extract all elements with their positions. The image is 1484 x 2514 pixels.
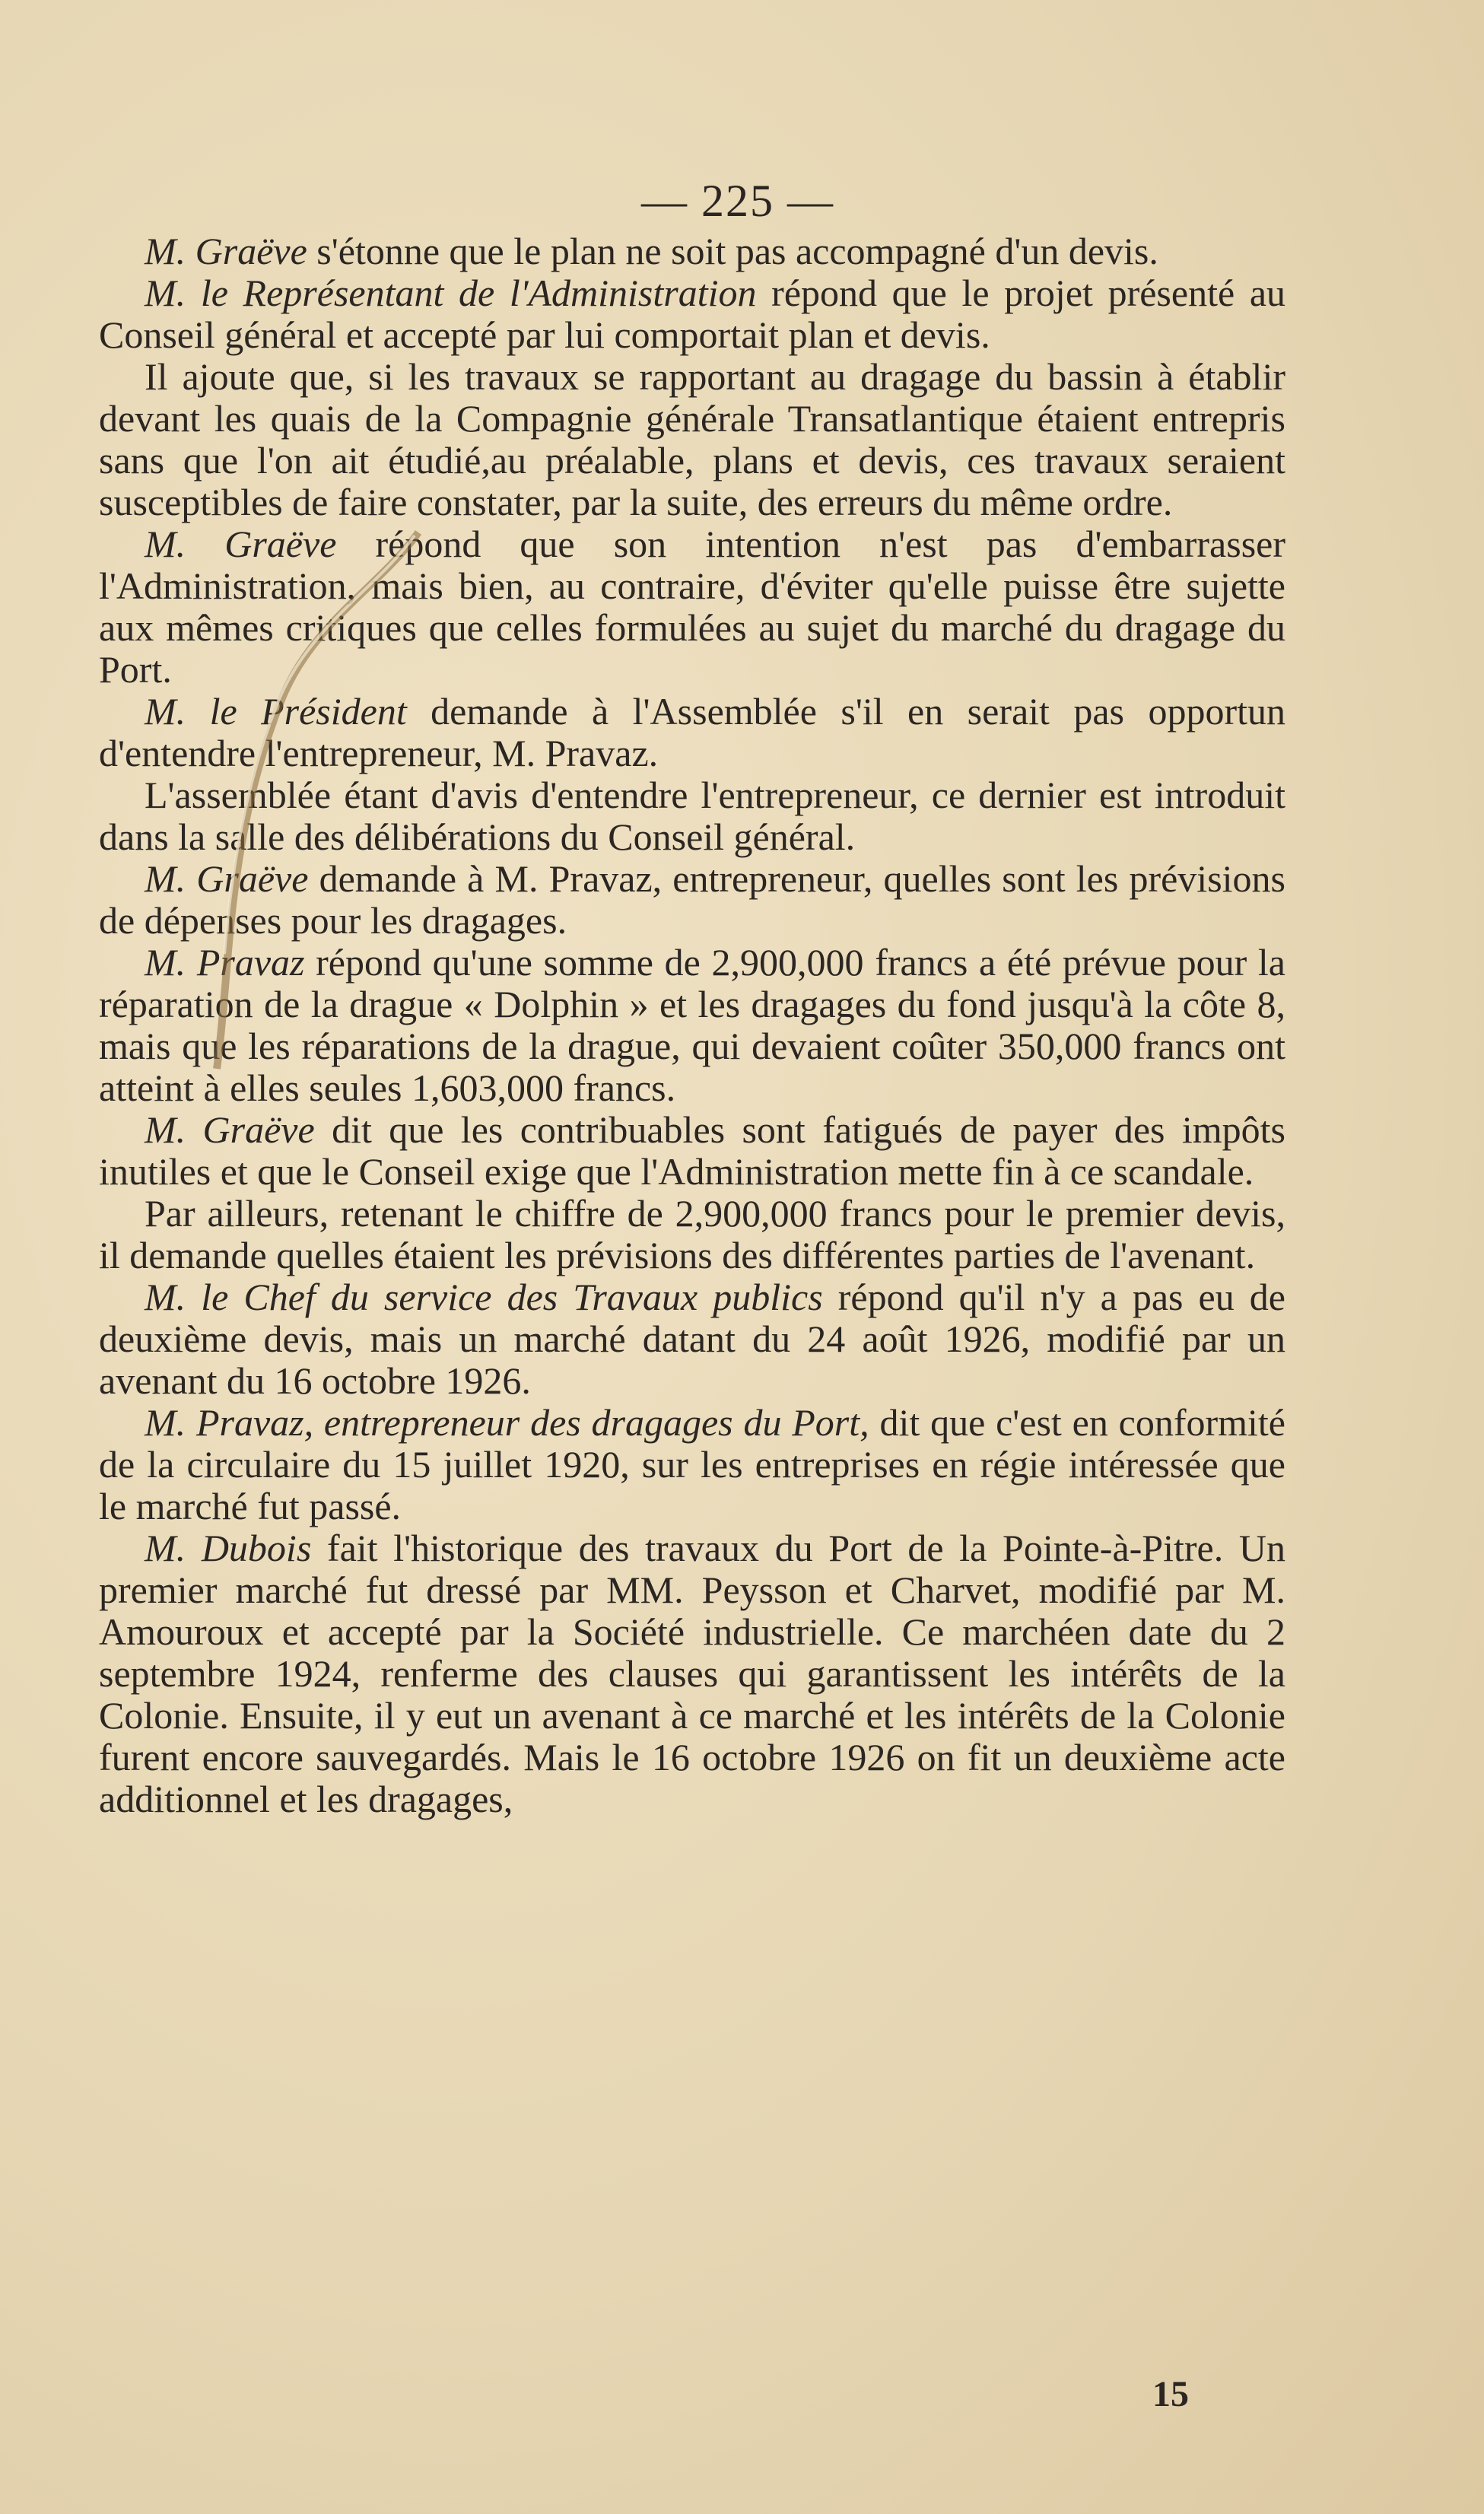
paragraph-text: répond que son intention n'est pas d'embarrasser l'Administration, mais bien, au contraire, d'éviter qu'elle puisse être sujette aux mêmes critiques que celles formulées au sujet du marché du dragage du Port. <box>99 523 1285 691</box>
speaker: M. le Représentant de l'Administration <box>145 272 757 314</box>
speaker: M. le Chef du service des Travaux publics <box>145 1276 823 1318</box>
paragraph-text: demande à l'Assemblée s'il en serait pas opportun d'entendre l'entrepreneur, M. Pravaz. <box>99 690 1285 774</box>
page-number: — 225 — <box>641 176 834 226</box>
paragraph-7 <box>99 858 1285 942</box>
paragraph-9 <box>99 1109 1285 1193</box>
speaker: M. Graëve <box>145 1108 315 1151</box>
paragraph-3 <box>99 356 1285 523</box>
paragraph-text: s'étonne que le plan ne soit pas accompagné d'un devis. <box>307 230 1158 272</box>
signature-mark: 15 <box>1152 2374 1189 2414</box>
paragraph-text: répond que le projet présenté au Conseil général et accepté par lui comportait plan et devis. <box>99 272 1286 356</box>
speaker: M. Dubois <box>145 1527 312 1569</box>
speaker: M. Graëve <box>145 230 307 272</box>
paragraph-4 <box>99 523 1285 691</box>
paragraph-text: répond qu'une somme de 2,900,000 francs a été prévue pour la réparation de la drague « Dolphin » et les dragages du fond jusqu'à la côte 8, mais que les réparations de la drague, qui devaient coûter 350,000 francs ont atteint à elles seules 1,603,000 francs. <box>99 941 1285 1109</box>
speaker: M. Graëve <box>145 857 309 900</box>
document-page <box>99 175 1285 1820</box>
paragraph-11 <box>99 1276 1285 1402</box>
paragraph-10 <box>99 1193 1285 1276</box>
paragraph-13 <box>99 1527 1285 1820</box>
paragraph-5 <box>99 691 1285 774</box>
paragraph-text: demande à M. Pravaz, entrepreneur, quelles sont les prévisions de dépenses pour les dragages. <box>99 857 1285 942</box>
speaker: M. Pravaz <box>145 941 305 984</box>
paragraph-text: répond qu'il n'y a pas eu de deuxième devis, mais un marché datant du 24 août 1926, modifié par un avenant du 16 octobre 1926. <box>99 1276 1285 1402</box>
paragraph-12 <box>99 1402 1285 1527</box>
speaker: M. Pravaz, entrepreneur des dragages du Port, <box>145 1401 869 1444</box>
paragraph-text: Par ailleurs, retenant le chiffre de 2,900,000 francs pour le premier devis, il demande quelles étaient les prévisions des différentes parties de l'avenant. <box>99 1192 1285 1276</box>
paragraph-text: L'assemblée étant d'avis d'entendre l'entrepreneur, ce dernier est introduit dans la salle des délibérations du Conseil général. <box>99 774 1285 858</box>
paragraph-8 <box>99 942 1285 1109</box>
speaker: M. le Président <box>145 690 407 733</box>
paragraph-6 <box>99 774 1285 858</box>
paragraph-text: dit que les contribuables sont fatigués de payer des impôts inutiles et que le Conseil exige que l'Administration mette fin à ce scandale. <box>99 1108 1286 1193</box>
paragraph-text: Il ajoute que, si les travaux se rapportant au dragage du bassin à établir devant les quais de la Compagnie générale Transatlantique étaient entrepris sans que l'on ait étudié,au préalable, plans et devis, ces travaux seraient susceptibles de faire constater, par la suite, des erreurs du même ordre. <box>99 355 1285 523</box>
speaker: M. Graëve <box>145 523 337 565</box>
paragraph-1 <box>99 230 1285 272</box>
paragraph-text: dit que c'est en conformité de la circulaire du 15 juillet 1920, sur les entreprises en régie intéressée que le marché fut passé. <box>99 1401 1285 1527</box>
paragraph-text: fait l'historique des travaux du Port de la Pointe-à-Pitre. Un premier marché fut dressé par MM. Peysson et Charvet, modifié par M. Amouroux et accepté par la Société industrielle. Ce marchéen date du 2 septembre 1924, renferme des clauses qui garantissent les intérêts de la Colonie. Ensuite, il y eut un avenant à ce marché et les intérêts de la Colonie furent encore sauvegardés. Mais le 16 octobre 1926 on fit un deuxième acte additionnel et les dragages, <box>99 1527 1285 1820</box>
paragraph-2 <box>99 272 1285 356</box>
